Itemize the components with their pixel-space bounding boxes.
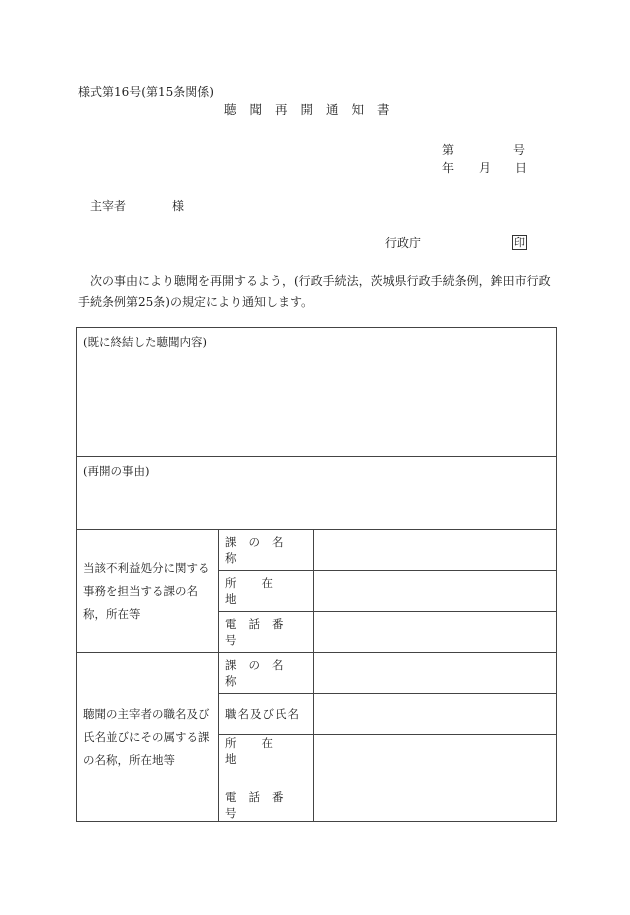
completed-content-cell bbox=[77, 328, 557, 457]
section1-value-dept-name[interactable] bbox=[314, 530, 557, 571]
reason-row bbox=[77, 457, 557, 530]
section2-value-dept-name[interactable] bbox=[314, 653, 557, 694]
year-label: 年 bbox=[442, 161, 455, 175]
section2-value-location-phone[interactable] bbox=[314, 735, 557, 822]
section2-label bbox=[77, 653, 219, 822]
notice-form-table bbox=[76, 327, 557, 822]
section1-field-phone: 電話番号 bbox=[219, 612, 314, 653]
document-title: 聴聞再開通知書 bbox=[224, 102, 403, 117]
completed-content-label: (既に終結した聴聞内容) bbox=[83, 335, 207, 349]
section2-field-title-name: 職名及び氏名 bbox=[219, 694, 314, 735]
section2-label-line-2: 氏名並びにその属する課 bbox=[83, 729, 210, 744]
section1-label bbox=[77, 530, 219, 653]
addressee-honorific: 様 bbox=[172, 199, 185, 213]
reason-cell bbox=[77, 457, 557, 530]
section2-label-line-3: の名称，所在地等 bbox=[83, 752, 175, 767]
seal-stamp: 印 bbox=[514, 236, 525, 249]
section1-label-line-1: 当該不利益処分に関する bbox=[83, 560, 210, 575]
body-paragraph bbox=[78, 271, 556, 313]
section2-label-line-1: 聴聞の主宰者の職名及び bbox=[83, 706, 210, 721]
section1-field-dept-name: 課の名称 bbox=[219, 530, 314, 571]
number-label: 第 bbox=[442, 143, 455, 157]
addressee-role: 主宰者 bbox=[90, 199, 127, 213]
body-line-1: 次の事由により聴聞を再開するよう，(行政手続法，茨城県行政手続条例，鉾田市行政 bbox=[90, 274, 551, 288]
section2-row-1 bbox=[77, 653, 557, 694]
section2-field-dept-name: 課の名称 bbox=[219, 653, 314, 694]
section2-value-title-name[interactable] bbox=[314, 694, 557, 735]
completed-content-row bbox=[77, 328, 557, 457]
issuer-label: 行政庁 bbox=[385, 236, 422, 250]
body-line-2: 手続条例第25条)の規定により通知します。 bbox=[78, 295, 313, 309]
section1-field-location: 所在地 bbox=[219, 571, 314, 612]
month-label: 月 bbox=[479, 161, 492, 175]
section2-field-location: 所在地 bbox=[225, 736, 298, 766]
section1-value-phone[interactable] bbox=[314, 612, 557, 653]
section2-field-phone: 電話番号 bbox=[225, 790, 296, 820]
section1-value-location[interactable] bbox=[314, 571, 557, 612]
section2-field-location-phone bbox=[219, 735, 314, 822]
reason-label: (再開の事由) bbox=[83, 464, 150, 478]
form-number: 様式第16号(第15条関係) bbox=[78, 85, 214, 99]
section1-label-line-3: 称，所在等 bbox=[83, 606, 141, 621]
section1-row-1 bbox=[77, 530, 557, 571]
day-label: 日 bbox=[515, 161, 528, 175]
number-suffix: 号 bbox=[513, 143, 526, 157]
section1-label-line-2: 事務を担当する課の名 bbox=[83, 583, 198, 598]
